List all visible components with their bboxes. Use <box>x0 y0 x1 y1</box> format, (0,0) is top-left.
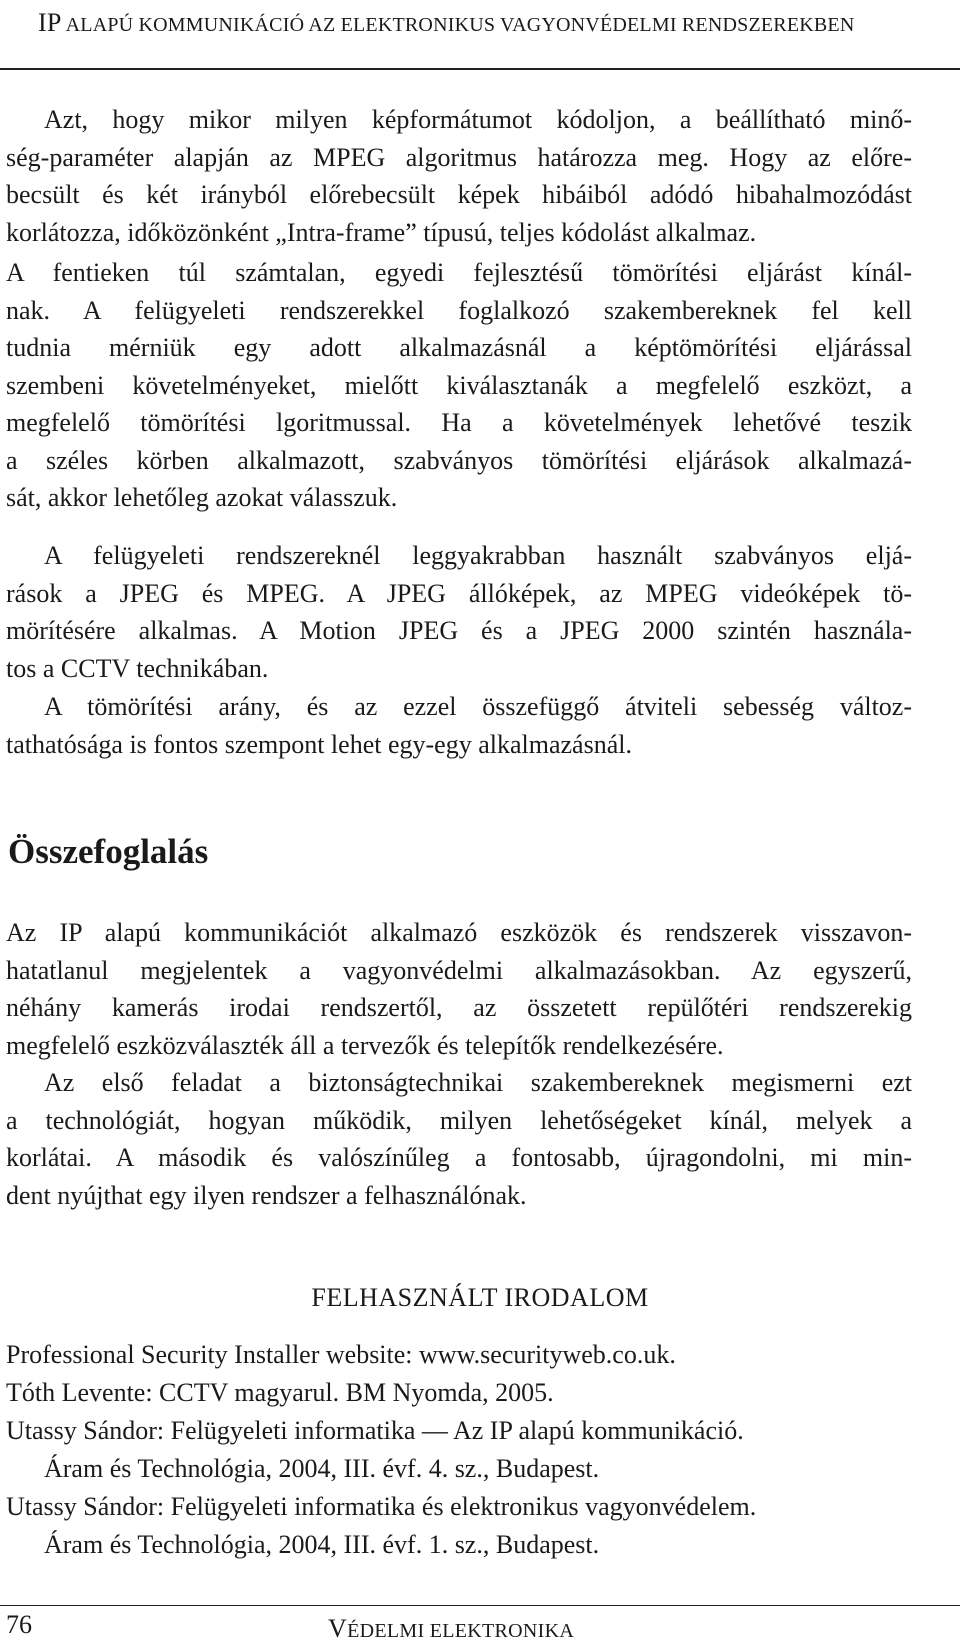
text-line: Az első feladat a biztonságtechnikai szakembereknek megismerni ezt <box>44 1068 912 1097</box>
paragraph <box>6 254 912 517</box>
summary-paragraph <box>6 1064 912 1214</box>
text-line: Azt, hogy mikor milyen képformátumot kódoljon, a beállítható minő- <box>44 105 912 134</box>
journal-title <box>328 1614 574 1644</box>
text-line: A tömörítési arány, és az ezzel összefüggő átviteli sebesség változ- <box>44 692 912 721</box>
paragraph <box>6 688 912 763</box>
text-line: megfelelő eszközválaszték áll a tervezők és telepítők rendelkezésére. <box>6 1030 724 1060</box>
text-line: rások a JPEG és MPEG. A JPEG állóképek, az MPEG videóképek tö- <box>6 578 912 608</box>
text-line: megfelelő tömörítési lgoritmussal. Ha a követelmények lehetővé teszik <box>6 408 912 437</box>
reference-item <box>6 1488 912 1563</box>
section-heading: Összefoglalás <box>8 832 209 871</box>
references-title: FELHASZNÁLT IRODALOM <box>311 1283 649 1312</box>
text-line: korlátai. A második és valószínűleg a fontosabb, újragondolni, mi min- <box>6 1143 912 1172</box>
journal-title-text: ÉDELMI ELEKTRONIKA <box>347 1620 575 1642</box>
text-line: korlátozza, időközönként „Intra-frame” típusú, teljes kódolást alkalmaz. <box>6 217 757 247</box>
running-header-lead: IP <box>38 8 62 37</box>
reference-item <box>6 1374 912 1412</box>
reference-line: Tóth Levente: CCTV magyarul. BM Nyomda, 2005. <box>6 1378 554 1407</box>
footer-divider <box>0 1605 960 1606</box>
reference-line: Utassy Sándor: Felügyeleti informatika — Az IP alapú kommunikáció. <box>6 1416 744 1445</box>
page-number: 76 <box>6 1610 32 1639</box>
text-line: szembeni követelményeket, mielőtt kiválasztanák a megfelelő eszközt, a <box>6 370 912 400</box>
text-line: néhány kamerás irodai rendszertől, az összetett repülőtéri rendszerekig <box>6 993 912 1022</box>
text-line: becsült és két irányból előrebecsült képek hibáiból adódó hibahalmozódást <box>6 180 912 209</box>
text-line: ség-paraméter alapján az MPEG algoritmus határozza meg. Hogy az előre- <box>6 142 912 172</box>
text-line: A fentieken túl számtalan, egyedi fejlesztésű tömörítési eljárást kínál- <box>6 258 912 287</box>
paragraph <box>6 101 912 251</box>
text-line: A felügyeleti rendszereknél leggyakrabban használt szabványos eljá- <box>44 541 912 570</box>
reference-line: Utassy Sándor: Felügyeleti informatika és elektronikus vagyonvédelem. <box>6 1492 757 1521</box>
running-header-text: ALAPÚ KOMMUNIKÁCIÓ AZ ELEKTRONIKUS VAGYONVÉDELMI RENDSZEREKBEN <box>61 14 855 36</box>
reference-item <box>6 1336 912 1374</box>
text-line: tos a CCTV technikában. <box>6 653 269 683</box>
text-line: dent nyújthat egy ilyen rendszer a felhasználónak. <box>6 1180 527 1210</box>
text-line: a széles körben alkalmazott, szabványos tömörítési eljárások alkalmazá- <box>6 445 912 475</box>
text-line: nak. A felügyeleti rendszerekkel foglalkozó szakembereknek fel kell <box>6 295 912 325</box>
running-header <box>38 8 938 38</box>
text-line: Az IP alapú kommunikációt alkalmazó eszközök és rendszerek visszavon- <box>6 918 912 947</box>
text-line: tudnia mérniük egy adott alkalmazásnál a képtömörítési eljárással <box>6 333 912 362</box>
text-line: sát, akkor lehetőleg azokat válasszuk. <box>6 483 398 512</box>
paragraph <box>6 537 912 687</box>
journal-title-lead: V <box>328 1614 348 1643</box>
header-divider <box>0 68 960 70</box>
text-line: tathatósága is fontos szempont lehet egy-egy alkalmazásnál. <box>6 729 632 759</box>
text-line: hatatlanul megjelentek a vagyonvédelmi alkalmazásokban. Az egyszerű, <box>6 955 912 985</box>
reference-line: Áram és Technológia, 2004, III. évf. 1. sz., Budapest. <box>44 1529 600 1559</box>
summary-paragraph <box>6 914 912 1064</box>
reference-item <box>6 1412 912 1487</box>
reference-line: Áram és Technológia, 2004, III. évf. 4. sz., Budapest. <box>44 1453 600 1483</box>
text-line: a technológiát, hogyan működik, milyen lehetőségeket kínál, melyek a <box>6 1105 912 1135</box>
text-line: mörítésére alkalmas. A Motion JPEG és a JPEG 2000 szintén használa- <box>6 616 912 645</box>
reference-line: Professional Security Installer website: www.securityweb.co.uk. <box>6 1340 676 1369</box>
